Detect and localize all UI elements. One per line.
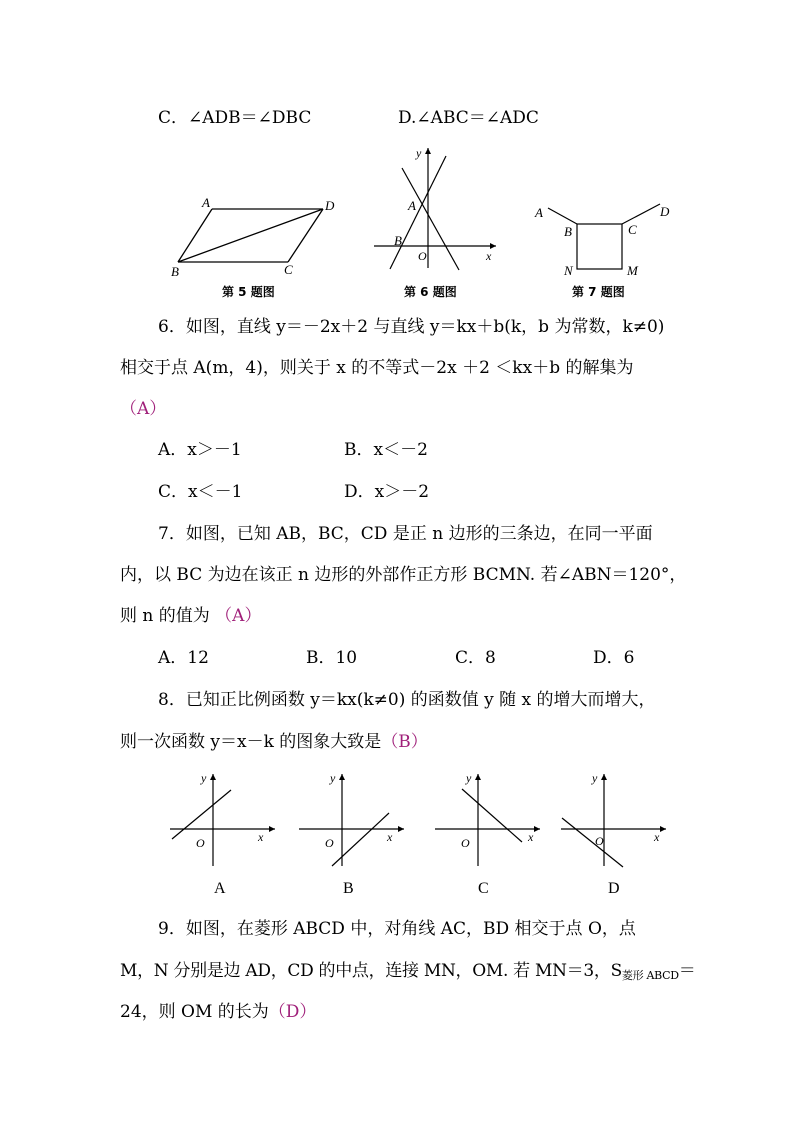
q7-line-2: 内，以 BC 为边在该正 n 边形的外部作正方形 BCMN. 若∠ABN＝120°，	[120, 565, 687, 585]
fig7-label-a: A	[535, 205, 543, 220]
q8a-y-label: y	[201, 771, 207, 785]
q6-line-2: 相交于点 A(m，4)，则关于 x 的不等式－2x ＋2 ＜kx＋b 的解集为	[120, 358, 634, 378]
q6-answer: （A）	[120, 399, 167, 419]
q5-option-c: C．∠ADB＝∠DBC	[158, 108, 312, 128]
q8-graph-c	[430, 770, 545, 870]
fig7-label-c: C	[628, 222, 637, 237]
fig7-label-b: B	[564, 224, 572, 239]
fig7-label-m: M	[627, 263, 638, 278]
q6-option-d: D．x＞－2	[344, 482, 430, 502]
q9-line-2-end: ＝	[678, 961, 696, 981]
fig6-label-a: A	[408, 198, 416, 213]
q7-line-3-text: 则 n 的值为	[120, 606, 216, 626]
fig7-label-n: N	[564, 263, 573, 278]
q8-answer: （B）	[381, 732, 428, 752]
q6-option-c: C．x＜－1	[158, 482, 243, 502]
q8-graph-d-label: D	[608, 880, 620, 897]
q8b-y-label: y	[330, 771, 336, 785]
q7-option-a: A．12	[158, 648, 209, 668]
fig5-label-a: A	[202, 195, 210, 210]
q8d-o-label: O	[595, 834, 604, 848]
q8c-o-label: O	[461, 836, 470, 850]
q8-graph-b	[294, 770, 409, 870]
q6-option-b: B．x＜－2	[344, 440, 428, 460]
figure-5-caption: 第 5 题图	[222, 285, 275, 299]
q8b-x-label: x	[387, 830, 393, 844]
q5-option-d: D.∠ABC＝∠ADC	[398, 108, 539, 128]
fig6-label-x: x	[486, 249, 492, 263]
q7-option-d: D．6	[593, 648, 635, 668]
q8-graph-a-label: A	[214, 880, 226, 897]
q8-graph-d	[556, 770, 671, 870]
figure-6-graph	[370, 144, 500, 274]
q7-option-b: B．10	[306, 648, 358, 668]
figure-5-parallelogram	[160, 192, 350, 282]
q9-line-3-text: 24，则 OM 的长为	[120, 1002, 269, 1022]
q9-answer: （D）	[268, 1002, 317, 1022]
q9-line-2	[120, 960, 696, 987]
q9-line-2-sub: 菱形 ABCD	[621, 969, 679, 982]
q8c-x-label: x	[528, 830, 534, 844]
fig5-label-b: B	[171, 264, 179, 279]
q8-graph-b-label: B	[343, 880, 354, 897]
fig5-label-d: D	[325, 198, 335, 213]
q8d-y-label: y	[592, 771, 598, 785]
q8-graph-a	[165, 770, 280, 870]
q9-line-3	[120, 1001, 316, 1023]
q8c-y-label: y	[466, 771, 472, 785]
q8-line-1: 8．已知正比例函数 y＝kx(k≠0) 的函数值 y 随 x 的增大而增大，	[158, 690, 656, 710]
q8-line-2-text: 则一次函数 y＝x－k 的图象大致是	[120, 732, 382, 752]
fig5-label-c: C	[284, 262, 293, 277]
q8b-o-label: O	[325, 836, 334, 850]
q8a-o-label: O	[196, 836, 205, 850]
fig6-label-o: O	[418, 249, 427, 263]
figure-6-caption: 第 6 题图	[404, 285, 457, 299]
q8a-x-label: x	[258, 830, 264, 844]
q8-line-2	[120, 731, 428, 753]
q8d-x-label: x	[654, 830, 660, 844]
q9-line-2-main: M，N 分别是边 AD，CD 的中点，连接 MN，OM. 若 MN＝3，S	[120, 961, 622, 981]
q8-graph-c-label: C	[478, 880, 489, 897]
q6-option-a: A．x＞－1	[158, 440, 242, 460]
q7-line-3	[120, 605, 261, 627]
fig6-label-b: B	[394, 233, 402, 248]
fig6-label-y: y	[416, 146, 422, 160]
q6-line-1: 6．如图，直线 y＝－2x＋2 与直线 y＝kx＋b(k，b 为常数，k≠0)	[158, 317, 665, 337]
q7-answer: （A）	[215, 606, 262, 626]
q9-line-1: 9．如图，在菱形 ABCD 中，对角线 AC，BD 相交于点 O，点	[158, 919, 636, 939]
q7-option-c: C．8	[455, 648, 496, 668]
figure-7-caption: 第 7 题图	[572, 285, 625, 299]
q7-line-1: 7．如图，已知 AB，BC，CD 是正 n 边形的三条边，在同一平面	[158, 524, 653, 544]
fig7-label-d: D	[660, 204, 670, 219]
figure-7-square	[530, 196, 675, 282]
